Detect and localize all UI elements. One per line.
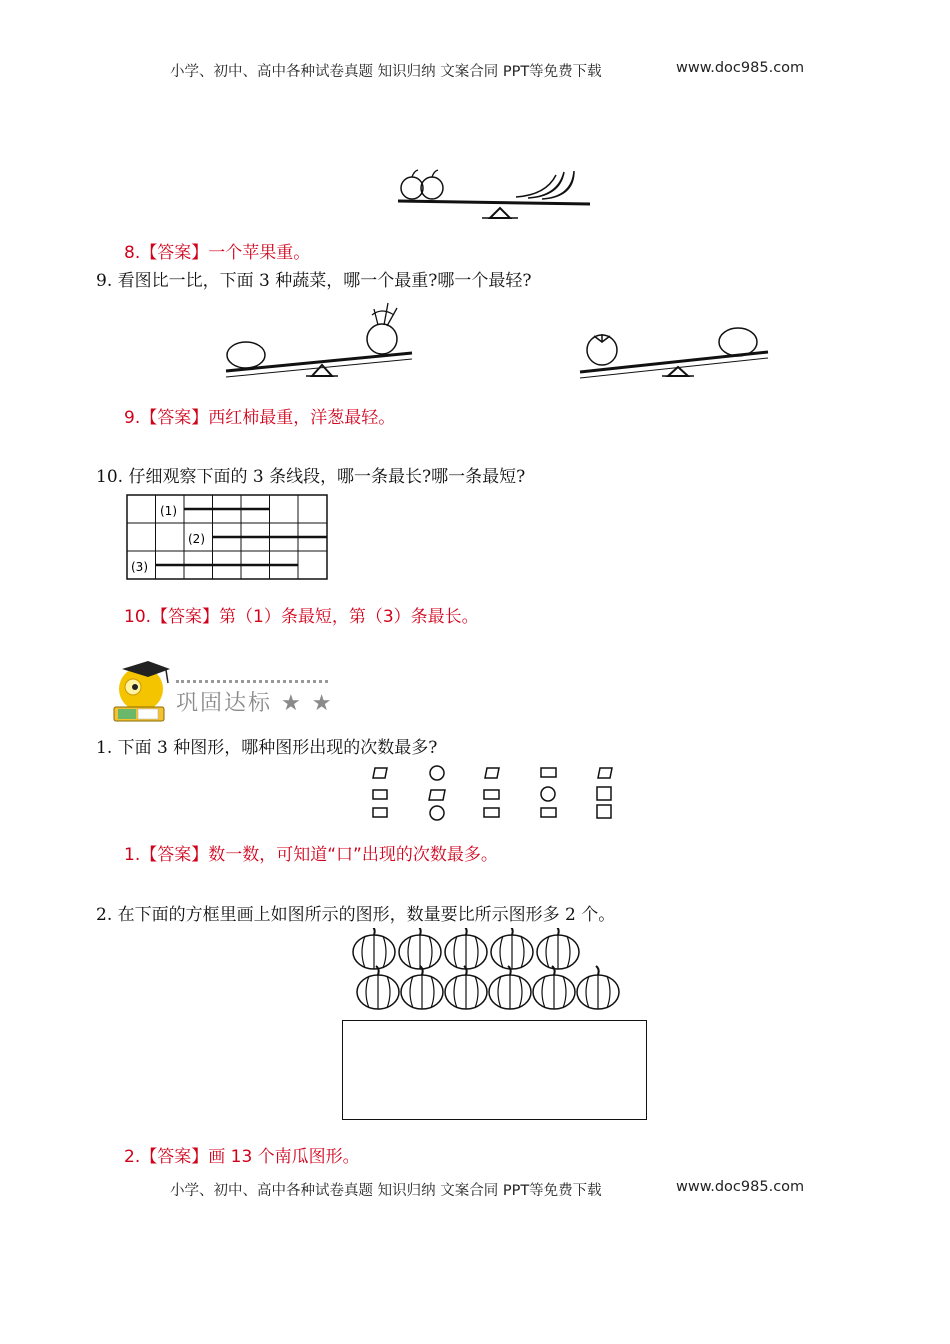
seesaw-tomato-potato-figure xyxy=(576,318,772,382)
pumpkin-icon xyxy=(401,966,443,1009)
rectangle-shape xyxy=(484,790,499,799)
header-url[interactable]: www.doc985.com xyxy=(676,60,805,76)
parallelogram-shape xyxy=(373,768,387,778)
header-left-text: 小学、初中、高中各种试卷真题 知识归纳 文案合同 PPT等免费下载 xyxy=(170,64,602,80)
question-9: 9. 看图比一比，下面 3 种蔬菜，哪一个最重?哪一个最轻? xyxy=(96,271,532,291)
pumpkin-icon xyxy=(533,966,575,1009)
square-shape xyxy=(597,805,611,818)
circle-shape xyxy=(430,806,444,820)
section-stars: ★ ★ xyxy=(281,691,334,716)
segment-label-1: (1) xyxy=(160,504,177,518)
pumpkin-rows-figure xyxy=(348,928,668,1016)
exercise-2: 2. 在下面的方框里画上如图所示的图形，数量要比所示图形多 2 个。 xyxy=(96,905,616,925)
parallelogram-shape xyxy=(485,768,499,778)
pumpkin-icon xyxy=(399,928,441,969)
exercise-1: 1. 下面 3 种图形，哪种图形出现的次数最多? xyxy=(96,738,438,758)
seesaw-potato-onion-figure xyxy=(222,295,418,383)
question-10: 10. 仔细观察下面的 3 条线段，哪一条最长?哪一条最短? xyxy=(96,467,526,487)
answer-exercise-1: 1.【答案】数一数，可知道“口”出现的次数最多。 xyxy=(124,845,498,865)
answer-8: 8.【答案】一个苹果重。 xyxy=(124,243,311,263)
footer-left-text: 小学、初中、高中各种试卷真题 知识归纳 文案合同 PPT等免费下载 xyxy=(170,1183,602,1199)
pumpkin-icon xyxy=(537,928,579,969)
segment-label-2: (2) xyxy=(188,532,205,546)
mascot-graduate-icon xyxy=(108,655,178,725)
rectangle-shape xyxy=(484,808,499,817)
pumpkin-icon xyxy=(577,966,619,1009)
rectangle-shape xyxy=(541,768,556,777)
answer-10: 10.【答案】第（1）条最短，第（3）条最长。 xyxy=(124,607,479,627)
line-segment-grid xyxy=(126,494,330,584)
pumpkin-icon xyxy=(445,966,487,1009)
segment-label-3: (3) xyxy=(131,560,148,574)
pumpkin-icon xyxy=(353,928,395,969)
drawing-answer-box[interactable] xyxy=(342,1020,647,1120)
square-shape xyxy=(597,787,611,800)
parallelogram-shape xyxy=(429,790,445,800)
parallelogram-shape xyxy=(598,768,612,778)
pumpkin-icon xyxy=(357,966,399,1009)
rectangle-shape xyxy=(541,808,556,817)
answer-9: 9.【答案】西红柿最重，洋葱最轻。 xyxy=(124,408,396,428)
pumpkin-icon xyxy=(445,928,487,969)
circle-shape xyxy=(430,766,444,780)
circle-shape xyxy=(541,787,555,801)
section-title-text: 巩固达标 xyxy=(176,691,273,716)
pumpkin-icon xyxy=(489,966,531,1009)
footer-url[interactable]: www.doc985.com xyxy=(676,1179,805,1195)
section-title xyxy=(176,686,333,717)
shape-count-figure xyxy=(365,763,625,825)
rectangle-shape xyxy=(373,808,387,817)
seesaw-apples-bananas-figure xyxy=(392,165,602,225)
answer-exercise-2: 2.【答案】画 13 个南瓜图形。 xyxy=(124,1147,360,1167)
rectangle-shape xyxy=(373,790,387,799)
pumpkin-icon xyxy=(491,928,533,969)
